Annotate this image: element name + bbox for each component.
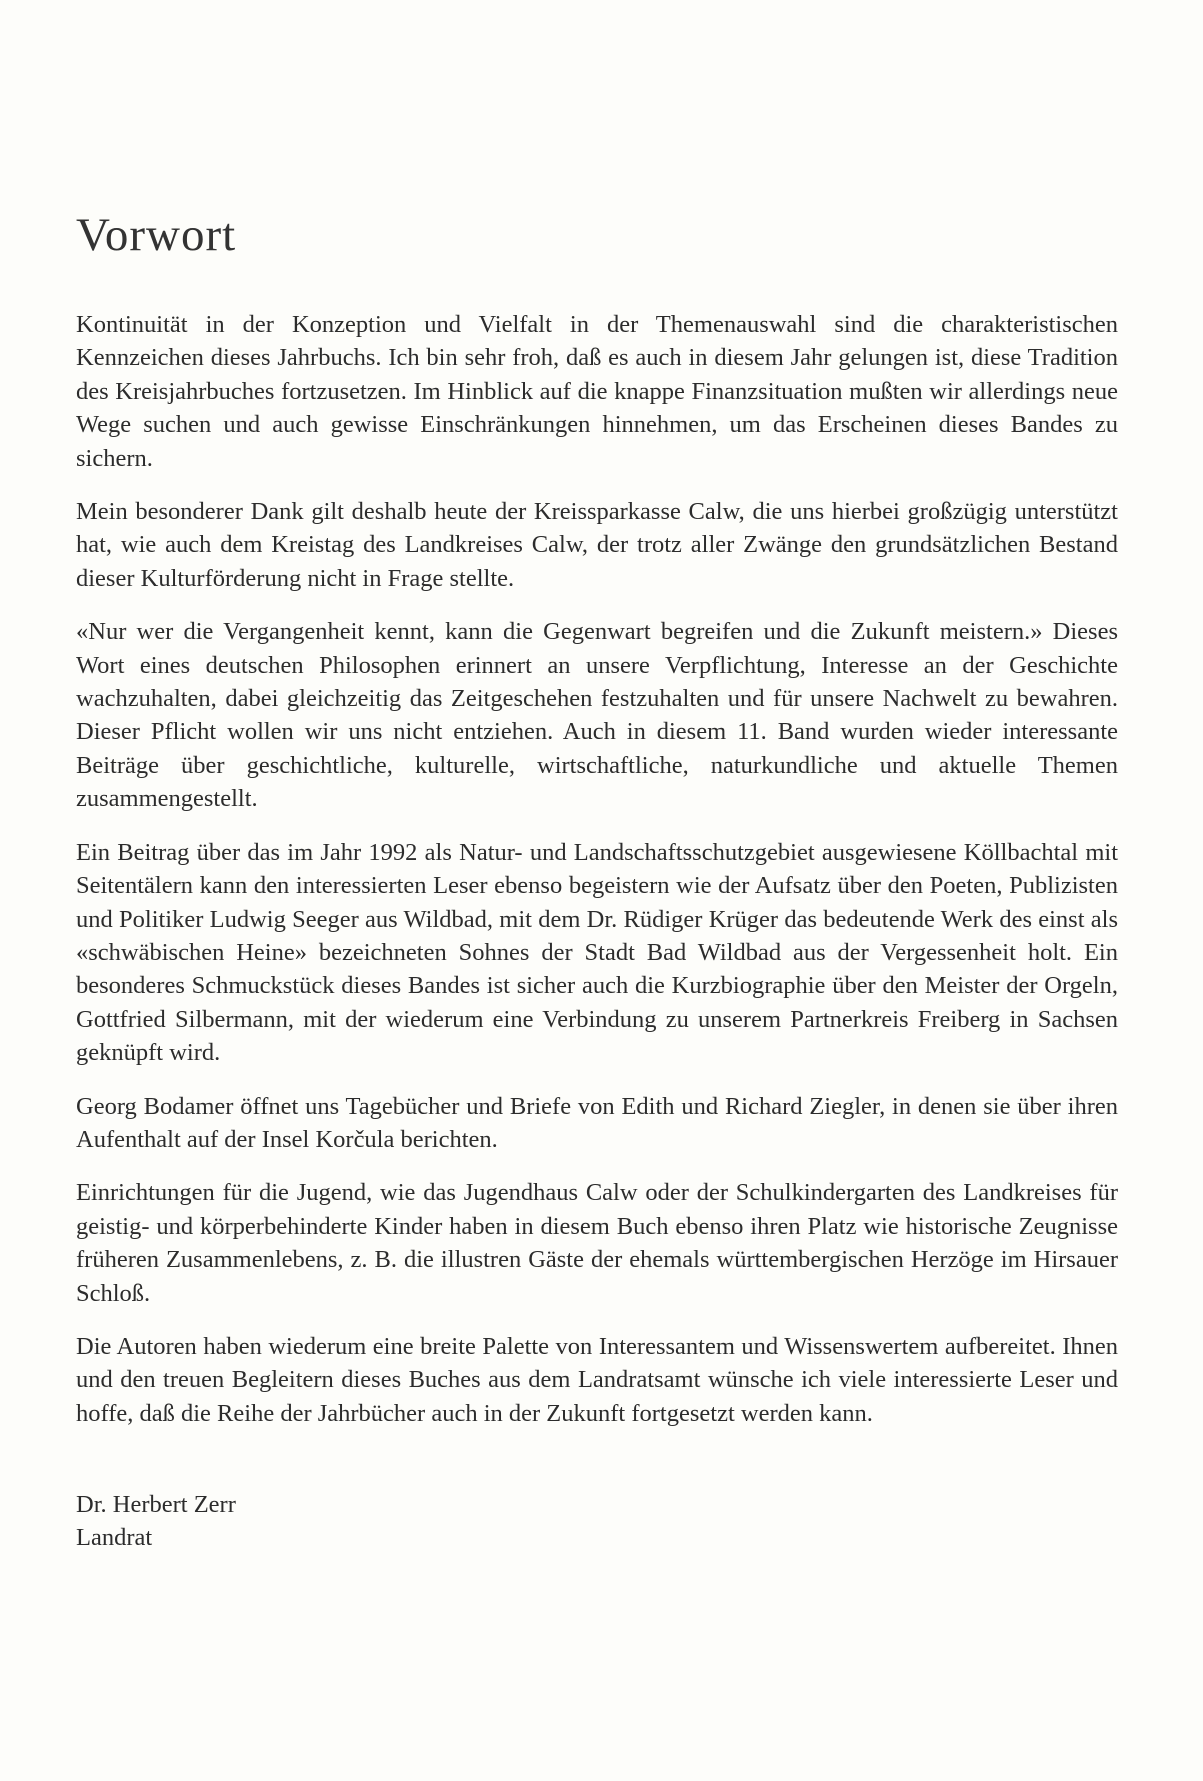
paragraph-6: Einrichtungen für die Jugend, wie das Jugendhaus Calw oder der Schulkindergarten des Landkreises für geistig- und körperbehinderte Kinder haben in diesem Buch ebenso ihren Platz wie historische Zeugnisse früheren Zusammenlebens, z. B. die illustren Gäste der ehemals württembergischen Herzöge im Hirsauer Schloß. [76, 1179, 1118, 1307]
signature-name: Dr. Herbert Zerr [76, 1491, 236, 1519]
paragraph-3: «Nur wer die Vergangenheit kennt, kann die Gegenwart begreifen und die Zukunft meistern.» Dieses Wort eines deutschen Philosophen erinnert an unsere Verpflichtung, Interesse an der Geschichte wachzuhalten, dabei gleichzeitig das Zeitgeschehen festzuhalten und für unsere Nachwelt zu bewahren. Dieser Pflicht wollen wir uns nicht entziehen. Auch in diesem 11. Band wurden wieder interessante Beiträge über geschichtliche, kulturelle, wirtschaftliche, naturkundliche und aktuelle Themen zusammengestellt. [76, 618, 1118, 813]
paragraph-2: Mein besonderer Dank gilt deshalb heute der Kreissparkasse Calw, die uns hierbei großzügig unterstützt hat, wie auch dem Kreistag des Landkreises Calw, der trotz aller Zwänge den grundsätzlichen Bestand dieser Kulturförderung nicht in Frage stellte. [76, 498, 1118, 592]
paragraph-5: Georg Bodamer öffnet uns Tagebücher und Briefe von Edith und Richard Ziegler, in denen sie über ihren Aufenthalt auf der Insel Korčula berichten. [76, 1092, 1118, 1153]
page-title: Vorwort [76, 209, 237, 261]
paragraph-4: Ein Beitrag über das im Jahr 1992 als Natur- und Landschaftsschutzgebiet ausgewiesene Köllbachtal mit Seitentälern kann den interessierten Leser ebenso begeistern wie der Aufsatz über den Poeten, Publizisten und Politiker Ludwig Seeger aus Wildbad, mit dem Dr. Rüdiger Krüger das bedeutende Werk des einst als «schwäbischen Heine» bezeichneten Sohnes der Stadt Bad Wildbad aus der Vergessenheit holt. Ein besonderes Schmuckstück dieses Bandes ist sicher auch die Kurzbiographie über den Meister der Orgeln, Gottfried Silbermann, mit der wiederum eine Verbindung zu unserem Partnerkreis Freiberg in Sachsen geknüpft wird. [76, 838, 1118, 1067]
document-body [76, 205, 1118, 1554]
signature-block [76, 1488, 1118, 1554]
paragraph-7: Die Autoren haben wiederum eine breite Palette von Interessantem und Wissenswertem aufbereitet. Ihnen und den treuen Begleitern dieses Buches aus dem Landratsamt wünsche ich viele interessierte Leser und hoffe, daß die Reihe der Jahrbücher auch in der Zukunft fortgesetzt werden kann. [76, 1332, 1118, 1427]
paragraph-1: Kontinuität in der Konzeption und Vielfalt in der Themenauswahl sind die charakteristischen Kennzeichen dieses Jahrbuchs. Ich bin sehr froh, daß es auch in diesem Jahr gelungen ist, diese Tradition des Kreisjahrbuches fortzusetzen. Im Hinblick auf die knappe Finanzsituation mußten wir allerdings neue Wege suchen und auch gewisse Einschränkungen hinnehmen, um das Erscheinen dieses Bandes zu sichern. [76, 311, 1118, 472]
signature-role: Landrat [76, 1524, 153, 1552]
